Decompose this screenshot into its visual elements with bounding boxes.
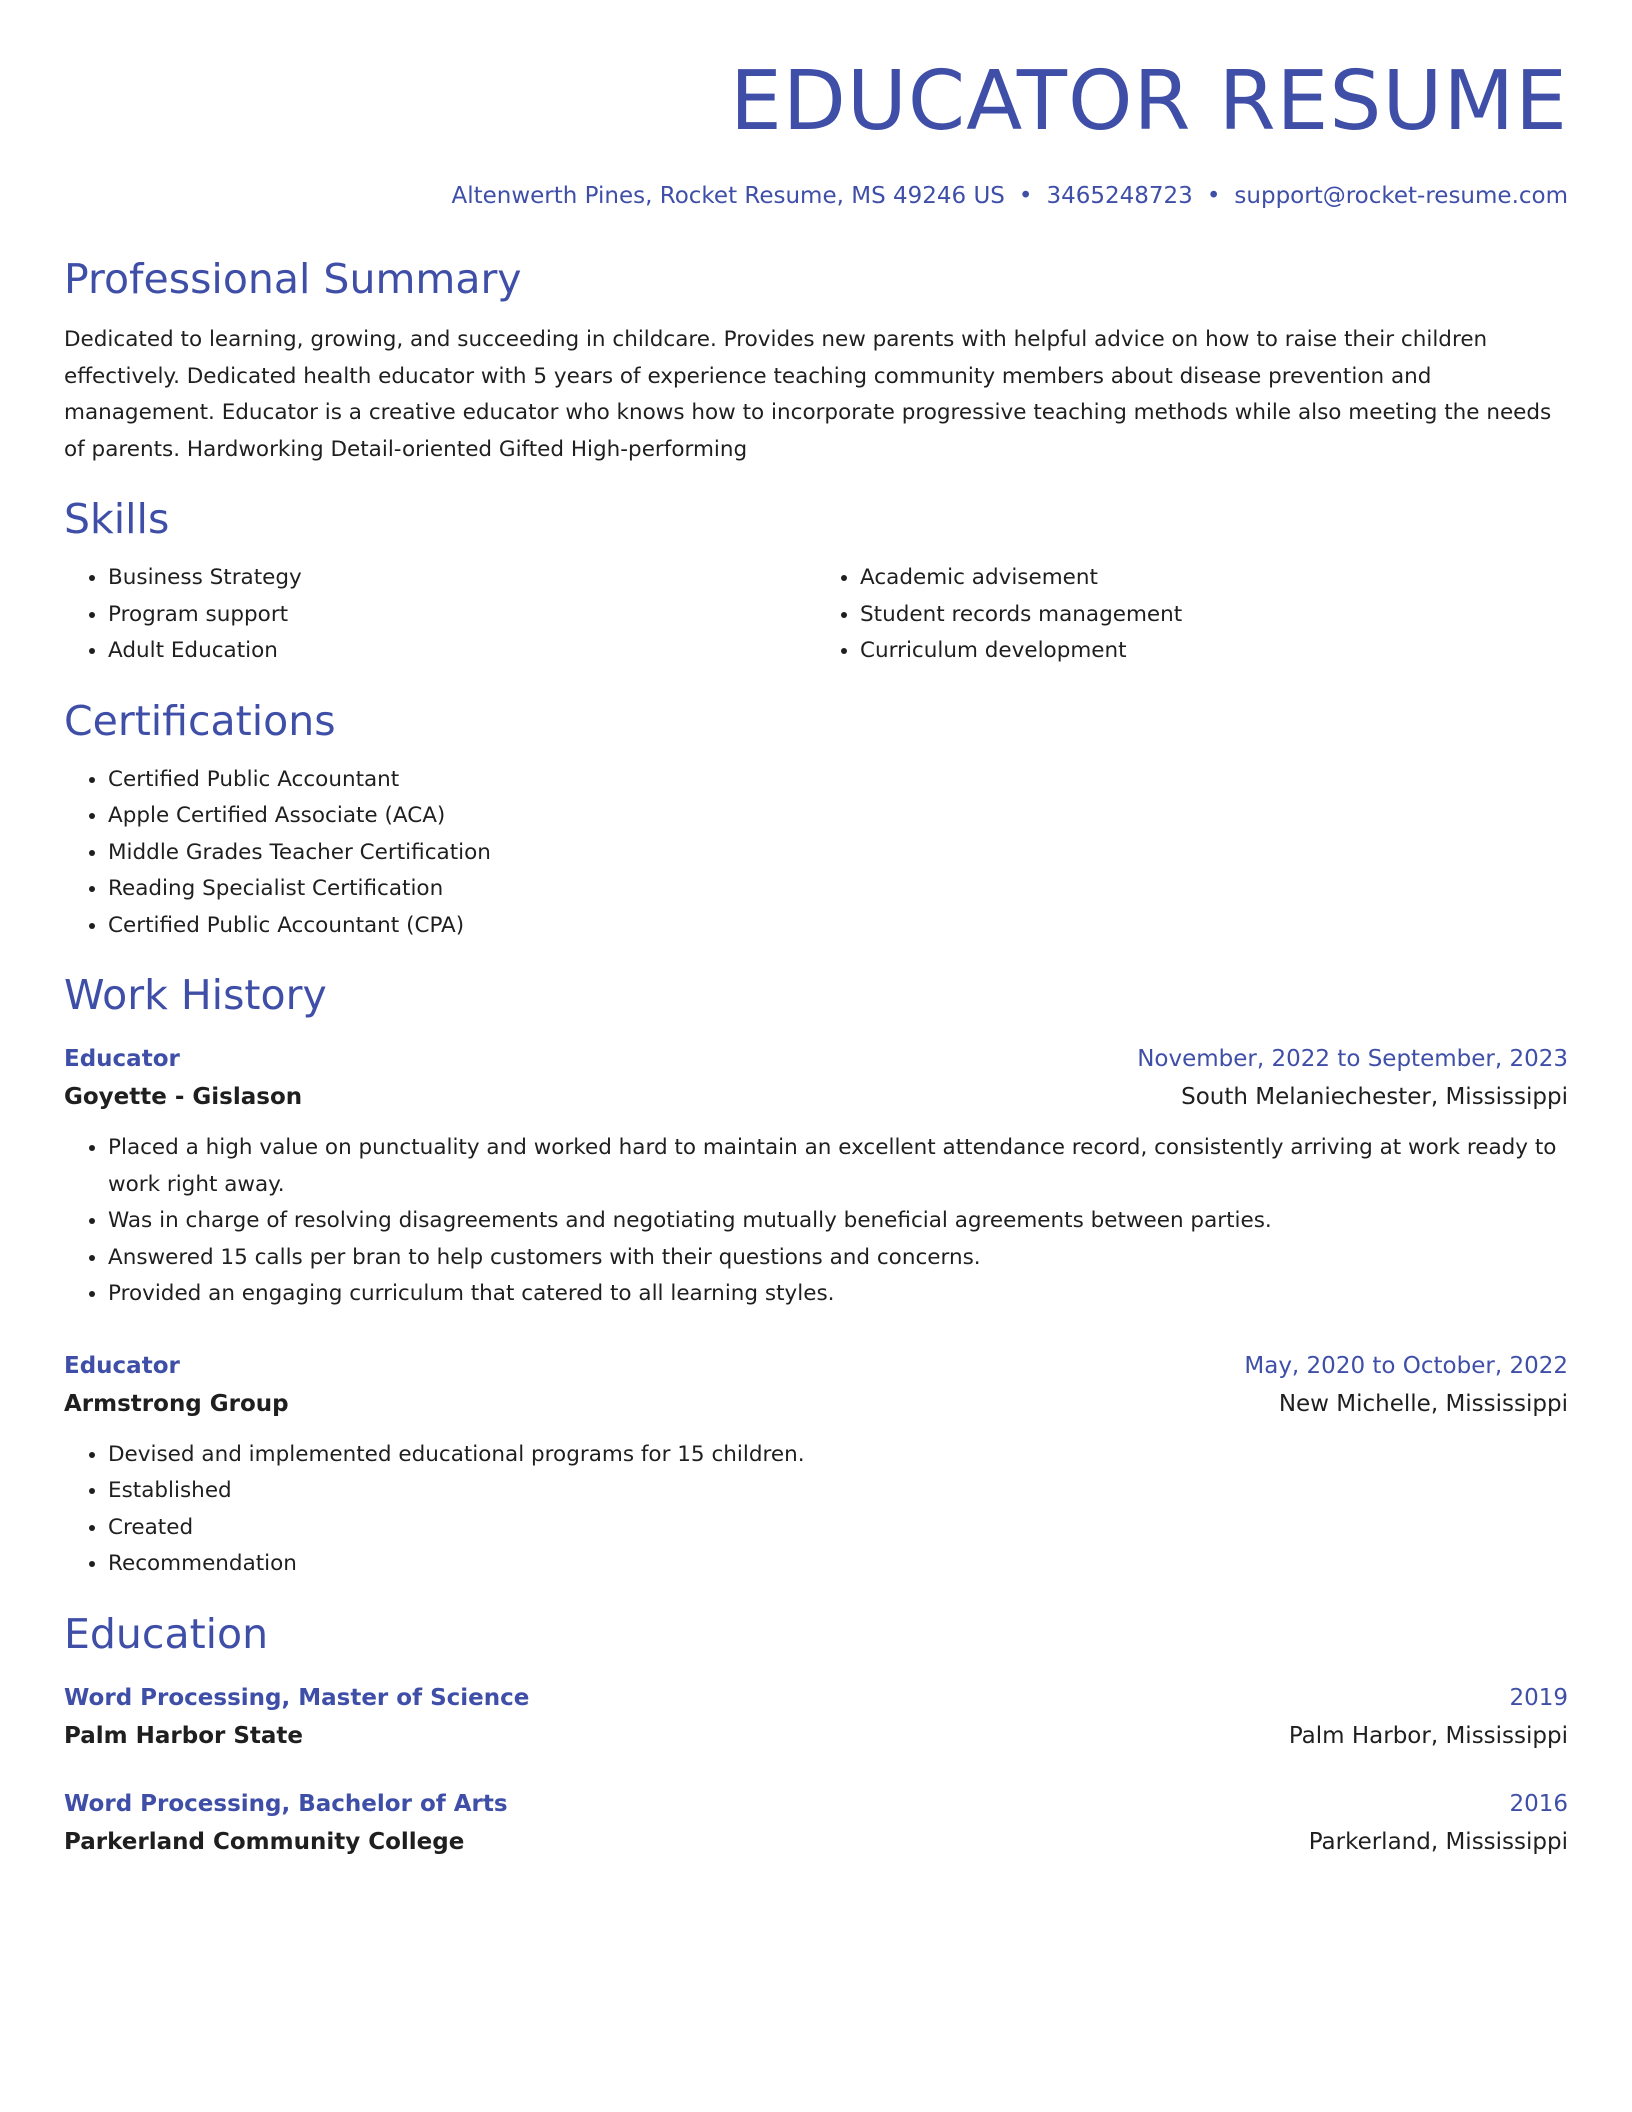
certifications-list bbox=[64, 762, 1568, 945]
education-school: Palm Harbor State bbox=[64, 1722, 304, 1749]
job-org-row bbox=[64, 1385, 1568, 1423]
duty-item: • Devised and implemented educational programs for 15 children. bbox=[108, 1437, 1568, 1474]
contact-phone: 3465248723 bbox=[1046, 183, 1193, 209]
resume-page bbox=[64, 50, 1568, 1861]
education-degree: Word Processing, Bachelor of Arts bbox=[64, 1790, 508, 1817]
skill-item: • Adult Education bbox=[108, 633, 816, 670]
education-location: Palm Harbor, Mississippi bbox=[1288, 1722, 1568, 1749]
duty-item: • Was in charge of resolving disagreements and negotiating mutually beneficial agreements between parties. bbox=[108, 1203, 1568, 1240]
education-school-row bbox=[64, 1717, 1568, 1755]
job-org-row bbox=[64, 1078, 1568, 1116]
job-role: Educator bbox=[64, 1046, 180, 1072]
job-title-row bbox=[64, 1347, 1568, 1385]
certification-item: • Certified Public Accountant (CPA) bbox=[108, 908, 1568, 945]
resume-title: EDUCATOR RESUME bbox=[729, 54, 1568, 149]
contact-address: Altenwerth Pines, Rocket Resume, MS 49246 US bbox=[451, 183, 1005, 209]
skill-item: • Curriculum development bbox=[860, 633, 1568, 670]
duty-item: • Placed a high value on punctuality and worked hard to maintain an excellent attendance record, consistently arriving at work ready to work right away. bbox=[108, 1130, 1568, 1203]
education-school-row bbox=[64, 1823, 1568, 1861]
contact-separator: • bbox=[1018, 183, 1033, 209]
contact-separator: • bbox=[1206, 183, 1221, 209]
education-entry bbox=[64, 1785, 1568, 1861]
job-dates: November, 2022 to September, 2023 bbox=[1137, 1046, 1568, 1072]
skills-list bbox=[64, 560, 1568, 670]
job-duties bbox=[64, 1437, 1568, 1583]
certifications-heading: Certifications bbox=[64, 696, 336, 745]
certification-item: • Apple Certified Associate (ACA) bbox=[108, 798, 1568, 835]
job-location: South Melaniechester, Mississippi bbox=[1181, 1084, 1568, 1110]
education-year: 2019 bbox=[1509, 1684, 1568, 1711]
work-history-heading: Work History bbox=[64, 971, 327, 1019]
certification-item: • Reading Specialist Certification bbox=[108, 871, 1568, 908]
education-degree-row bbox=[64, 1785, 1568, 1823]
job-title-row bbox=[64, 1040, 1568, 1078]
education-entry bbox=[64, 1679, 1568, 1755]
job-entry bbox=[64, 1040, 1568, 1313]
contact-line bbox=[64, 180, 1568, 212]
job-duties bbox=[64, 1130, 1568, 1313]
education-degree: Word Processing, Master of Science bbox=[64, 1684, 530, 1711]
skill-item: • Academic advisement bbox=[860, 560, 1568, 597]
certification-item: • Middle Grades Teacher Certification bbox=[108, 835, 1568, 872]
duty-item: • Answered 15 calls per bran to help customers with their questions and concerns. bbox=[108, 1240, 1568, 1277]
job-employer: Armstrong Group bbox=[64, 1390, 289, 1417]
duty-item: • Created bbox=[108, 1510, 1568, 1547]
skill-item: • Student records management bbox=[860, 597, 1568, 634]
skills-column-left bbox=[64, 560, 816, 670]
education-location: Parkerland, Mississippi bbox=[1308, 1828, 1568, 1855]
education-year: 2016 bbox=[1509, 1790, 1568, 1817]
certification-item: • Certified Public Accountant bbox=[108, 762, 1568, 799]
skills-heading: Skills bbox=[64, 495, 170, 543]
summary-text: Dedicated to learning, growing, and succeeding in childcare. Provides new parents with helpful advice on how to raise their children effectively. Dedicated health educator with 5 years of experience teaching community members about disease prevention and management. Educator is a creative educator who knows how to incorporate progressive teaching methods while also meeting the needs of parents. Hardworking Detail-oriented Gifted High-performing bbox=[64, 327, 1552, 462]
job-location: New Michelle, Mississippi bbox=[1278, 1390, 1568, 1417]
skill-item: • Program support bbox=[108, 597, 816, 634]
contact-email[interactable]: support@rocket-resume.com bbox=[1234, 183, 1568, 209]
job-employer: Goyette - Gislason bbox=[64, 1084, 303, 1110]
duty-item: • Recommendation bbox=[108, 1546, 1568, 1583]
job-entry bbox=[64, 1347, 1568, 1583]
skills-column-right bbox=[816, 560, 1568, 670]
duty-item: • Established bbox=[108, 1473, 1568, 1510]
duty-item: • Provided an engaging curriculum that catered to all learning styles. bbox=[108, 1276, 1568, 1313]
job-dates: May, 2020 to October, 2022 bbox=[1244, 1352, 1568, 1379]
education-heading: Education bbox=[64, 1609, 269, 1658]
summary-heading: Professional Summary bbox=[64, 255, 522, 303]
skill-item: • Business Strategy bbox=[108, 560, 816, 597]
education-school: Parkerland Community College bbox=[64, 1828, 465, 1855]
job-role: Educator bbox=[64, 1352, 180, 1379]
education-degree-row bbox=[64, 1679, 1568, 1717]
